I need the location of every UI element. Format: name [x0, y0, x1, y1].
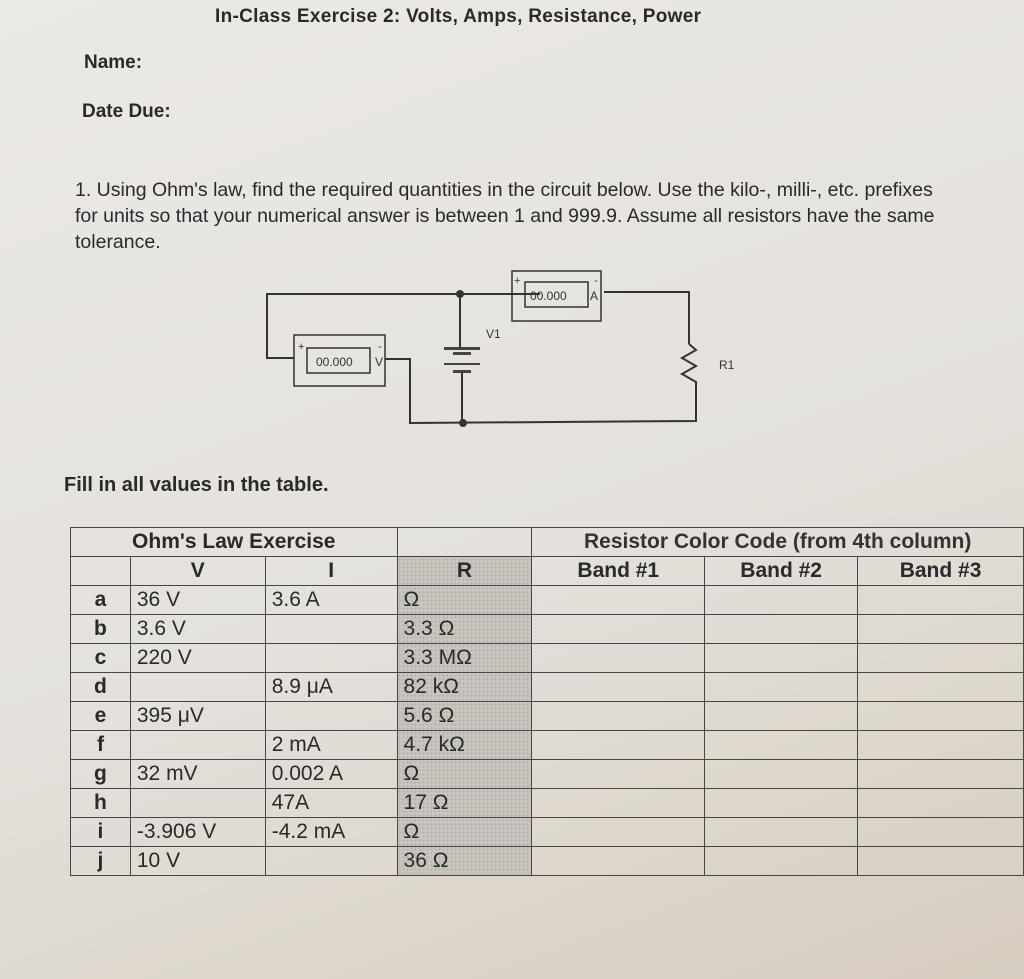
header-i: I — [265, 557, 397, 586]
band3-cell[interactable] — [858, 818, 1024, 847]
voltage-cell[interactable]: 36 V — [130, 586, 265, 615]
band3-cell[interactable] — [858, 731, 1024, 760]
band1-cell[interactable] — [532, 731, 705, 760]
table-row — [71, 586, 1024, 615]
circuit-diagram — [250, 270, 810, 440]
table-row — [71, 789, 1024, 818]
resistance-cell[interactable]: 17 Ω — [397, 789, 532, 818]
table-row — [71, 847, 1024, 876]
row-letter: c — [71, 644, 131, 673]
band1-cell[interactable] — [532, 586, 705, 615]
band3-cell[interactable] — [858, 847, 1024, 876]
row-letter: h — [71, 789, 131, 818]
row-letter: b — [71, 615, 131, 644]
current-cell[interactable] — [265, 615, 397, 644]
voltage-cell[interactable]: 395 μV — [130, 702, 265, 731]
band1-cell[interactable] — [532, 818, 705, 847]
resistance-cell[interactable]: 3.3 Ω — [397, 615, 532, 644]
resistance-cell[interactable]: Ω — [397, 586, 532, 615]
band2-cell[interactable] — [705, 789, 858, 818]
band3-cell[interactable] — [858, 615, 1024, 644]
band2-cell[interactable] — [705, 644, 858, 673]
question-text: 1. Using Ohm's law, find the required quantities in the circuit below. Use the kilo-, milli-, etc. prefixes for units so that your numerical answer is between 1 and 999.9. Assume all resistors have the same tolerance. — [75, 179, 935, 253]
row-letter: f — [71, 731, 131, 760]
current-cell[interactable]: -4.2 mA — [265, 818, 397, 847]
current-cell[interactable]: 8.9 μA — [265, 673, 397, 702]
band1-cell[interactable] — [532, 760, 705, 789]
resistor-label: R1 — [719, 358, 735, 372]
voltage-cell[interactable]: -3.906 V — [130, 818, 265, 847]
table-row — [71, 644, 1024, 673]
row-letter: j — [71, 847, 131, 876]
row-letter: a — [71, 586, 131, 615]
band2-cell[interactable] — [705, 702, 858, 731]
header-v: V — [130, 557, 265, 586]
band1-cell[interactable] — [532, 615, 705, 644]
resistance-cell[interactable]: Ω — [397, 818, 532, 847]
voltage-cell[interactable]: 220 V — [130, 644, 265, 673]
svg-text:+: + — [298, 341, 305, 353]
resistance-cell[interactable]: 82 kΩ — [397, 673, 532, 702]
voltage-cell[interactable]: 10 V — [130, 847, 265, 876]
ammeter-reading: 00.000 — [530, 289, 567, 303]
source-label: V1 — [486, 327, 501, 341]
ohms-law-table — [70, 527, 1024, 876]
table-row — [71, 760, 1024, 789]
current-cell[interactable]: 0.002 A — [265, 760, 397, 789]
voltmeter-unit: V — [375, 355, 384, 369]
voltage-cell[interactable] — [130, 673, 265, 702]
svg-text:+: + — [514, 275, 521, 287]
resistance-cell[interactable]: 3.3 MΩ — [397, 644, 532, 673]
current-cell[interactable]: 3.6 A — [265, 586, 397, 615]
table-row — [71, 818, 1024, 847]
date-due-label: Date Due: — [82, 101, 171, 122]
instruction-text: Fill in all values in the table. — [64, 474, 329, 496]
band3-cell[interactable] — [858, 673, 1024, 702]
header-r: R — [397, 557, 532, 586]
band2-cell[interactable] — [705, 847, 858, 876]
table-row — [71, 673, 1024, 702]
resistance-cell[interactable]: 36 Ω — [397, 847, 532, 876]
band2-cell[interactable] — [705, 615, 858, 644]
band1-cell[interactable] — [532, 673, 705, 702]
band1-cell[interactable] — [532, 789, 705, 818]
band1-cell[interactable] — [532, 847, 705, 876]
band3-cell[interactable] — [858, 644, 1024, 673]
voltage-cell[interactable]: 32 mV — [130, 760, 265, 789]
band2-cell[interactable] — [705, 673, 858, 702]
voltage-source-icon — [444, 347, 480, 373]
table-row — [71, 731, 1024, 760]
color-code-title: Resistor Color Code (from 4th column) — [532, 528, 1024, 557]
ammeter-unit: A — [590, 289, 599, 303]
band1-cell[interactable] — [532, 644, 705, 673]
voltmeter-reading: 00.000 — [316, 355, 353, 369]
band3-cell[interactable] — [858, 760, 1024, 789]
row-letter: d — [71, 673, 131, 702]
voltage-cell[interactable] — [130, 731, 265, 760]
voltage-cell[interactable] — [130, 789, 265, 818]
band1-cell[interactable] — [532, 702, 705, 731]
resistance-cell[interactable]: Ω — [397, 760, 532, 789]
row-letter: i — [71, 818, 131, 847]
band2-cell[interactable] — [705, 586, 858, 615]
voltage-cell[interactable]: 3.6 V — [130, 615, 265, 644]
page-title: In-Class Exercise 2: Volts, Amps, Resistance, Power — [215, 6, 702, 27]
header-band3: Band #3 — [858, 557, 1024, 586]
header-band1: Band #1 — [532, 557, 705, 586]
band3-cell[interactable] — [858, 586, 1024, 615]
current-cell[interactable] — [265, 702, 397, 731]
current-cell[interactable] — [265, 644, 397, 673]
band2-cell[interactable] — [705, 731, 858, 760]
current-cell[interactable]: 2 mA — [265, 731, 397, 760]
resistance-cell[interactable]: 5.6 Ω — [397, 702, 532, 731]
band2-cell[interactable] — [705, 760, 858, 789]
resistance-cell[interactable]: 4.7 kΩ — [397, 731, 532, 760]
header-band2: Band #2 — [705, 557, 858, 586]
current-cell[interactable]: 47A — [265, 789, 397, 818]
name-label: Name: — [84, 52, 143, 73]
svg-text:-: - — [378, 341, 382, 353]
table-row — [71, 702, 1024, 731]
band3-cell[interactable] — [858, 789, 1024, 818]
band3-cell[interactable] — [858, 702, 1024, 731]
current-cell[interactable] — [265, 847, 397, 876]
band2-cell[interactable] — [705, 818, 858, 847]
table-title: Ohm's Law Exercise — [71, 528, 398, 557]
row-letter: g — [71, 760, 131, 789]
table-row — [71, 615, 1024, 644]
svg-text:-: - — [594, 275, 598, 287]
row-letter: e — [71, 702, 131, 731]
